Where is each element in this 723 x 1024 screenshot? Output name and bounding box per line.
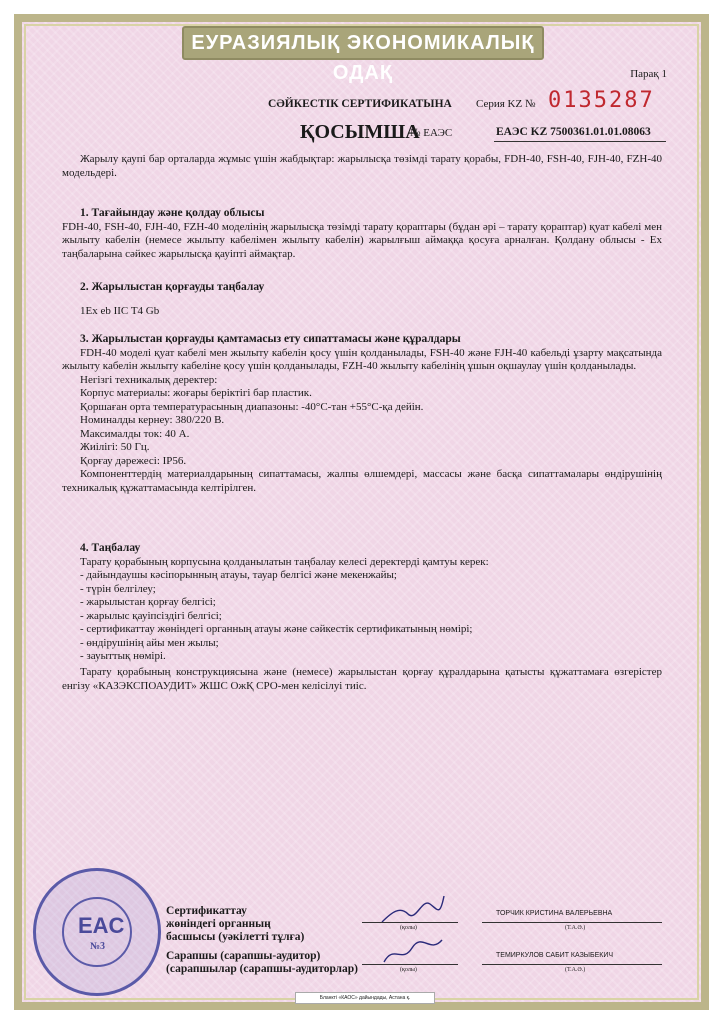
head-label-line: басшысы (уәкілетті тұлға) (166, 931, 305, 943)
head-label (166, 905, 304, 944)
section-2 (62, 281, 662, 318)
series-label: Серия KZ № (476, 98, 536, 110)
final-note-text: Тарату қорабының конструкциясына және (немесе) жарылыстан қорғау құралдарына қатысты құжаттамаға өзгерістер енгізу «КАЗЭКСПОАУДИТ» ЖШС ОжҚ СРО-мен келісілуі тиіс. (62, 666, 662, 692)
expert-label (166, 950, 358, 976)
official-seal (33, 868, 161, 996)
certificate-title: СӘЙКЕСТІК СЕРТИФИКАТЫНА (268, 98, 452, 110)
spec-material: Корпус материалы: жоғары беріктігі бар пластик. (80, 387, 312, 399)
form-footer: Бланкті «КАОС» дайындады, Астана қ. (295, 992, 435, 1004)
section-1 (62, 207, 662, 261)
product-intro-text: Жарылу қаупі бар орталарда жұмыс үшін жабдықтар: жарылысқа төзімді тарату қорабы, FDH-40, FSH-40, FJH-40, FZH-40 модельдері. (62, 153, 662, 179)
certificate-number: 0135287 (548, 88, 655, 113)
expert-label-line: (сарапшылар (сарапшы-аудиторлар) (166, 963, 358, 975)
registration-underline (494, 141, 666, 142)
spec-current: Максималды ток: 40 А. (80, 427, 190, 440)
head-sign-line (362, 922, 458, 923)
marking-item: - жарылыстан қорғау белгісі; (80, 596, 216, 608)
section-4 (62, 542, 662, 664)
seal-eac-mark: EAC (78, 913, 125, 938)
expert-name-line (482, 964, 662, 965)
marking-item: - зауыттық нөмірі. (80, 650, 166, 662)
sheet-number: Парақ 1 (630, 68, 667, 80)
section-3 (62, 333, 662, 495)
expert-name: ТЕМИРКУЛОВ САБИТ КАЗЫБЕКИЧ (496, 952, 614, 959)
head-name-line (482, 922, 662, 923)
marking-item: - өндірушінің айы мен жылы; (80, 636, 219, 649)
ex-marking: 1Ex eb IIC T4 Gb (80, 304, 160, 317)
annex-eaes: № ЕАЭС (410, 127, 453, 139)
section-3-closing: Компоненттердің материалдарының сипаттамасы, жалпы өлшемдері, массасы және басқа сипаттамалары өндірушінің техникалық құжаттамасында келтірілген. (62, 468, 662, 494)
spec-voltage: Номиналды кернеу: 380/220 В. (80, 414, 225, 426)
marking-item: - сертификаттау жөніндегі органның атауы және сәйкестік сертификатының нөмірі; (80, 623, 473, 635)
section-1-title: 1. Тағайындау және қолдау облысы (80, 207, 265, 219)
spec-temperature: Қоршаған орта температурасының диапазоны: -40°C-тан +55°C-қа дейін. (80, 400, 424, 413)
expert-label-line: Сарапшы (сарапшы-аудитор) (166, 950, 321, 962)
spec-protection: Қорғау дәрежесі: IP56. (80, 454, 187, 467)
section-3-title: 3. Жарылыстан қорғауды қамтамасыз ету сипаттамасы және құралдары (80, 333, 461, 345)
spec-title: Негізгі техникалық деректер: (80, 373, 218, 386)
final-note (62, 666, 662, 693)
expert-sign-caption: (қолы) (400, 967, 417, 973)
section-3-text: FDH-40 моделі қуат кабелі мен жылыту кабелін қосу үшін қолданылады, FSH-40 және FJH-40 кабельді ұзарту мақсатында жылыту кабелін жылыту кабеліне қосу үшін қолданылады, FZH-40 жылыту кабелінің ұшын оқшаулау үшін қолданылады. (62, 346, 662, 372)
spec-frequency: Жиілігі: 50 Гц. (80, 441, 150, 453)
section-4-title: 4. Таңбалау (80, 542, 141, 554)
section-4-lead: Тарату қорабының корпусына қолданылатын таңбалау келесі деректерді қамтуы керек: (80, 555, 489, 568)
expert-signature (378, 934, 448, 968)
expert-sign-line (362, 964, 458, 965)
union-banner: ЕУРАЗИЯЛЫҚ ЭКОНОМИКАЛЫҚ ОДАҚ (182, 26, 544, 60)
head-label-line: Сертификаттау (166, 905, 247, 917)
marking-item: - дайындаушы кәсіпорынның атауы, тауар белгісі және мекенжайы; (80, 569, 397, 581)
section-1-text: FDH-40, FSH-40, FJH-40, FZH-40 моделінің жарылысқа төзімді тарату қораптары (бұдан әрі – тарату қораптар) қуат кабелі мен жылыту кабелін (немесе жылыту кабелімен жылыту кабелін) жарылғыш аймаққа қосуға арналған. Қолдану облысы - Ex таңбаларына сәйкес жарылысқа қауіпті аймақтар. (62, 220, 662, 260)
head-name: ТОРЧИК КРИСТИНА ВАЛЕРЬЕВНА (496, 910, 613, 917)
annex-title: ҚОСЫМША (300, 121, 420, 143)
marking-item: - жарылыс қауіпсіздігі белгісі; (80, 609, 222, 622)
head-name-caption: (Т.А.Ә.) (565, 925, 586, 931)
expert-name-caption: (Т.А.Ә.) (565, 967, 586, 973)
seal-number: №3 (90, 941, 106, 952)
product-intro (62, 153, 662, 180)
section-2-title: 2. Жарылыстан қорғауды таңбалау (80, 281, 265, 293)
registration-number: ЕАЭС KZ 7500361.01.01.08063 (496, 126, 651, 138)
marking-item: - түрін белгілеу; (80, 582, 156, 595)
head-label-line: жөніндегі органның (166, 918, 271, 930)
head-sign-caption: (қолы) (400, 925, 417, 931)
